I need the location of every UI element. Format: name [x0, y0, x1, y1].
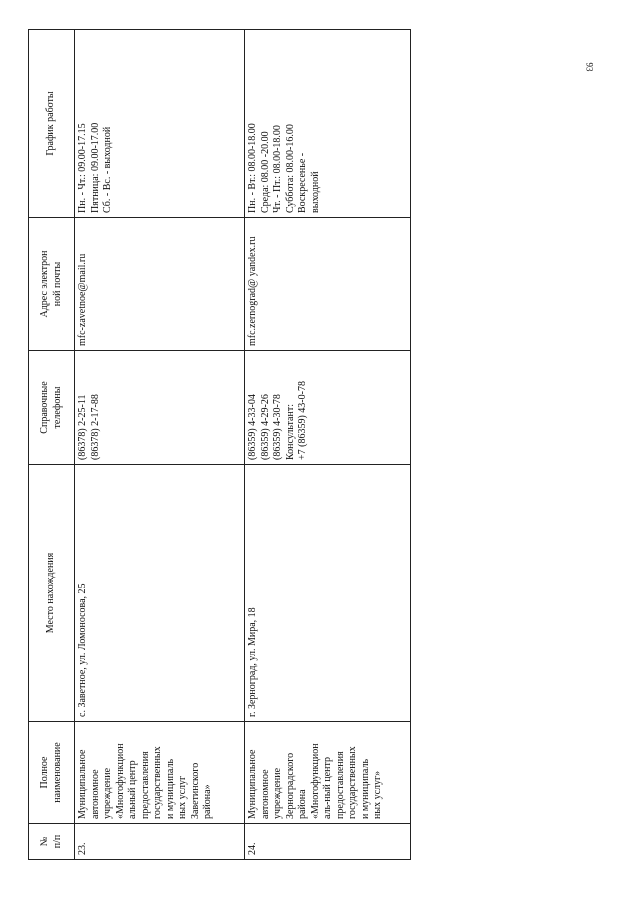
- phone-line: (86378) 2-25-11: [77, 394, 88, 460]
- table-header-row: [29, 30, 75, 860]
- name-line: автономное: [89, 769, 101, 819]
- row-schedule: [75, 30, 245, 218]
- table-row: [245, 30, 411, 860]
- name-line: района: [297, 789, 308, 819]
- name-line: Муниципальное: [247, 749, 258, 819]
- schedule-line: Пн. - Вт.: 08.00-18.00: [247, 123, 258, 213]
- row-phones: [245, 351, 411, 465]
- row-schedule: [245, 30, 411, 218]
- phone-line: (86359) 4-30-78: [272, 394, 283, 460]
- header-email: [29, 218, 75, 351]
- email-text: mfc.zernograd@ yandex.ru: [247, 236, 258, 346]
- name-line: ных услуг»: [372, 770, 383, 819]
- phone-line: Консультант:: [284, 404, 296, 460]
- name-line: района»: [202, 784, 213, 819]
- schedule-line: Сб. - Вс. - выходной: [102, 126, 113, 213]
- name-line: Муниципальное: [77, 749, 88, 819]
- name-line: предоставления: [139, 751, 151, 819]
- header-phones: [29, 351, 75, 465]
- name-line: государственных: [347, 746, 358, 819]
- name-line: автономное: [259, 769, 271, 819]
- schedule-line: Среда: 08.00 -20.00: [259, 131, 271, 213]
- schedule-line: Чт. - Пт.: 08.00-18.00: [272, 125, 283, 213]
- phone-line: (86359) 4-29-26: [259, 394, 271, 460]
- header-text: телефоны: [51, 386, 63, 429]
- header-number: [29, 824, 75, 860]
- name-line: ных услуг: [177, 775, 188, 819]
- name-line: аль-ный центр: [322, 757, 333, 819]
- name-line: «Многофункцион: [114, 743, 126, 819]
- header-text: №: [39, 836, 50, 847]
- row-name: [75, 722, 245, 824]
- row-email: [75, 218, 245, 351]
- row-number-text: 23.: [77, 842, 88, 855]
- header-text: Справочные: [39, 381, 50, 434]
- schedule-line: Пятница: 09.00-17.00: [89, 122, 101, 213]
- page-number: 93: [584, 62, 595, 72]
- row-name: [245, 722, 411, 824]
- header-text: ной почты: [51, 261, 63, 307]
- header-location: [29, 465, 75, 722]
- header-schedule: [29, 30, 75, 218]
- header-text: График работы: [45, 91, 57, 156]
- name-line: предоставления: [334, 751, 346, 819]
- name-line: и муниципаль: [359, 758, 371, 819]
- header-text: Место нахождения: [45, 552, 57, 634]
- row-number: [245, 824, 411, 860]
- row-location: [245, 465, 411, 722]
- services-table-wrapper: [28, 30, 410, 860]
- schedule-line: выходной: [309, 171, 321, 213]
- location-text: с. Заветное, ул. Ломоносова, 25: [77, 583, 88, 717]
- name-line: «Многофункцион: [309, 743, 321, 819]
- name-line: альный центр: [127, 760, 138, 819]
- schedule-line: Пн. - Чт.: 09.00-17.15: [77, 123, 88, 213]
- row-number-text: 24.: [247, 842, 258, 855]
- name-line: Зерноградского: [284, 752, 296, 819]
- name-line: и муниципаль: [164, 758, 176, 819]
- phone-line: (86378) 2-17-88: [89, 394, 101, 460]
- location-text: г. Зерноград, ул. Мира, 18: [247, 607, 258, 717]
- name-line: учреждение: [272, 767, 283, 819]
- name-line: Заветинского: [189, 762, 201, 819]
- header-full-name: [29, 722, 75, 824]
- services-table: [28, 29, 411, 860]
- row-email: [245, 218, 411, 351]
- table-row: [75, 30, 245, 860]
- schedule-line: Воскресенье -: [297, 152, 308, 213]
- row-phones: [75, 351, 245, 465]
- phone-line: +7 (86359) 43-0-78: [297, 381, 308, 460]
- header-text: п/п: [51, 834, 63, 849]
- row-number: [75, 824, 245, 860]
- header-text: Адрес электрон: [39, 250, 50, 318]
- email-text: mfc-zavetnoe@mail.ru: [77, 253, 88, 346]
- row-location: [75, 465, 245, 722]
- name-line: государственных: [152, 746, 163, 819]
- header-text: Полное: [39, 756, 50, 789]
- phone-line: (86359) 4-33-04: [247, 394, 258, 460]
- schedule-line: Суббота: 08.00-16.00: [284, 124, 296, 213]
- header-text: наименование: [51, 742, 63, 803]
- name-line: учреждение: [102, 767, 113, 819]
